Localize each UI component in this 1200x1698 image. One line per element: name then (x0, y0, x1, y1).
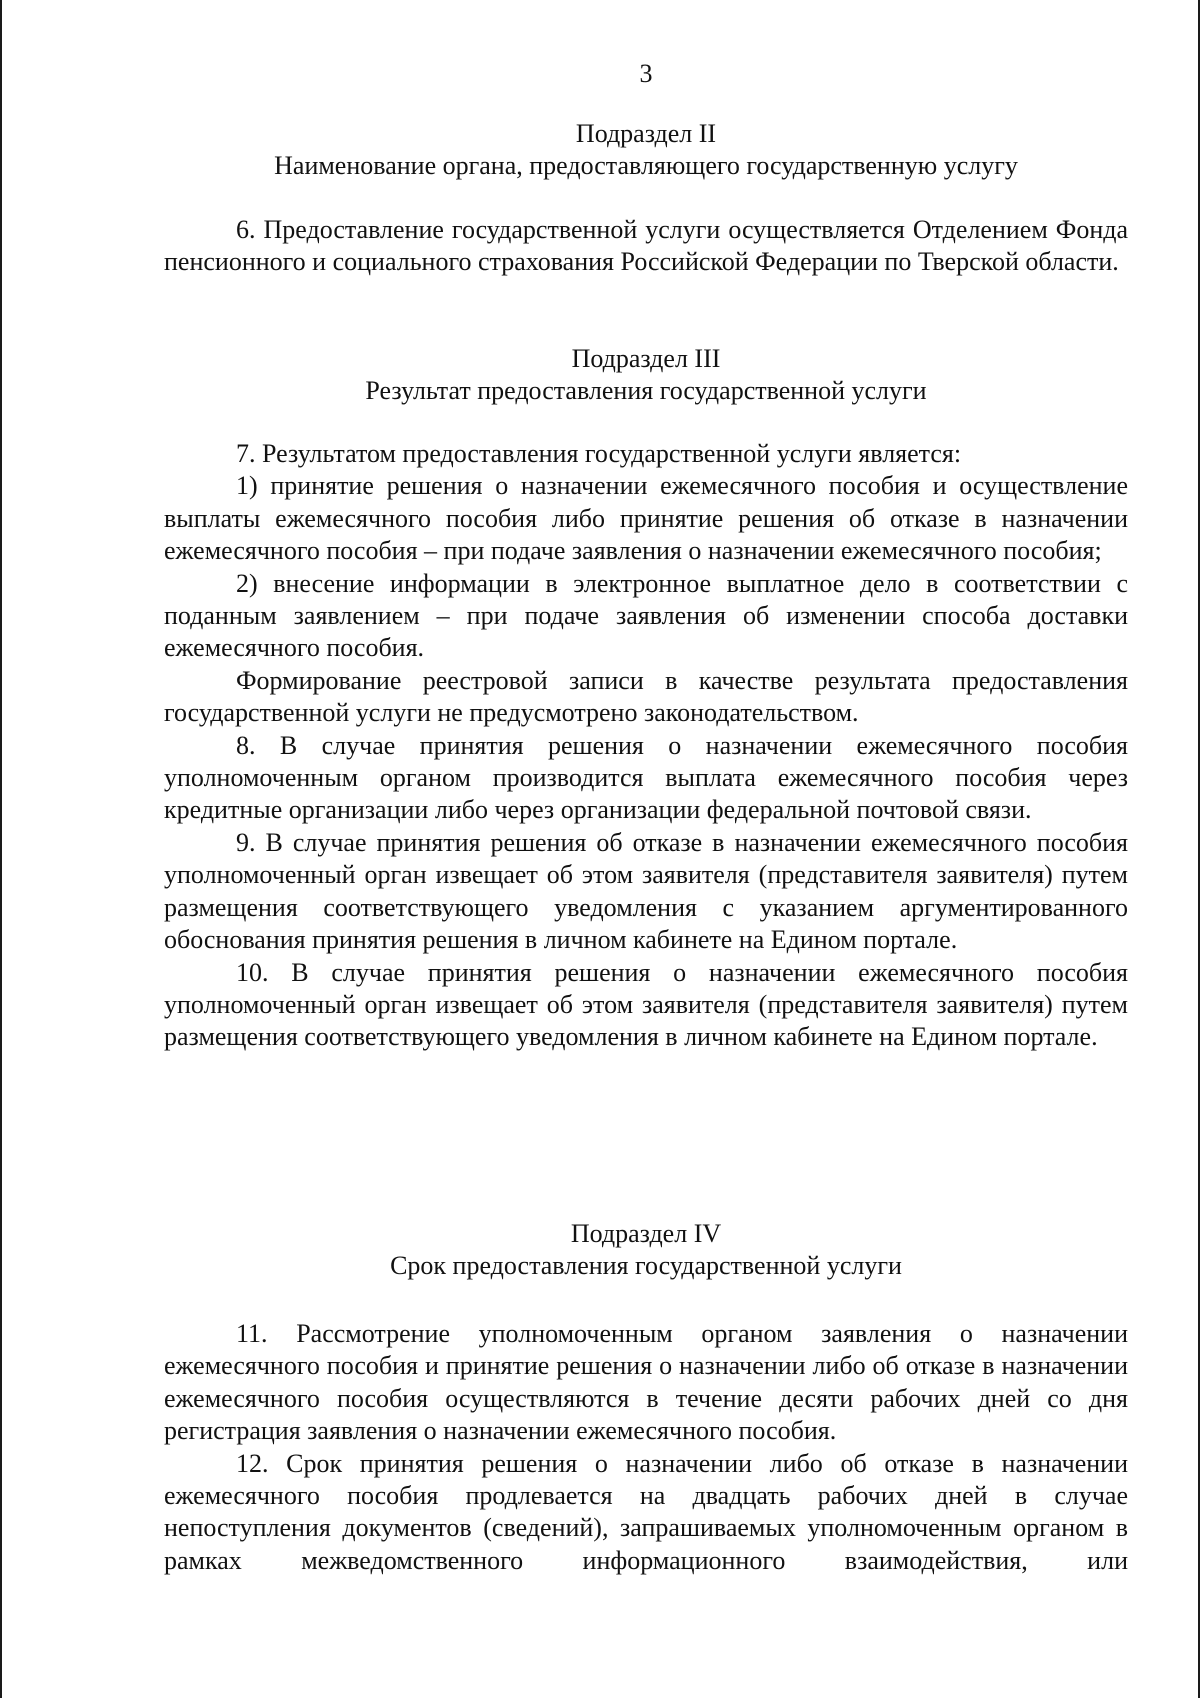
section-subheading: Результат предоставления государственной услуги (365, 376, 927, 405)
section-body (164, 1318, 1128, 1577)
paragraph: 7. Результатом предоставления государственной услуги является: (236, 439, 962, 468)
scan-edge-left (0, 0, 2, 1698)
paragraph: 10. В случае принятия решения о назначении ежемесячного пособия уполномоченный орган извещает об этом заявителя (представителя заявителя) путем размещения соответствующего уведомления в личном кабинете на Едином портале. (164, 957, 1128, 1052)
paragraph: 11. Рассмотрение уполномоченным органом заявления о назначении ежемесячного пособия и принятие решения о назначении либо об отказе в назначении ежемесячного пособия осуществляются в течение десяти рабочих дней со дня регистрация заявления о назначении ежемесячного пособия. (164, 1319, 1128, 1446)
section-heading: Подраздел III (571, 344, 721, 373)
paragraph: 12. Срок принятия решения о назначении либо об отказе в назначении ежемесячного пособия продлевается на двадцать рабочих дней в случае непоступления документов (сведений), запрашиваемых уполномоченным органом в рамках межведомственного информационного взаимодействия, или (164, 1448, 1128, 1575)
paragraph: 8. В случае принятия решения о назначении ежемесячного пособия уполномоченным органом производится выплата ежемесячного пособия через кредитные организации либо через организации федеральной почтовой связи. (164, 730, 1128, 825)
paragraph: 6. Предоставление государственной услуги осуществляется Отделением Фонда пенсионного и социального страхования Российской Федерации по Тверской области. (164, 215, 1128, 277)
section-body (164, 214, 1128, 279)
section-body (164, 438, 1128, 1054)
section-heading: Подраздел II (575, 119, 717, 148)
page-number: 3 (639, 59, 653, 88)
paragraph: 2) внесение информации в электронное выплатное дело в соответствии с поданным заявлением – при подаче заявления об изменении способа доставки ежемесячного пособия. (164, 568, 1128, 663)
section-heading: Подраздел IV (570, 1219, 722, 1248)
section-subheading: Наименование органа, предоставляющего государственную услугу (274, 151, 1018, 180)
paragraph: 9. В случае принятия решения об отказе в назначении ежемесячного пособия уполномоченный орган извещает об этом заявителя (представителя заявителя) путем размещения соответствующего уведомления с указанием аргументированного обоснования принятия решения в личном кабинете на Едином портале. (164, 827, 1128, 955)
section-subheading: Срок предоставления государственной услуги (390, 1251, 902, 1280)
paragraph: 1) принятие решения о назначении ежемесячного пособия и осуществление выплаты ежемесячного пособия либо принятие решения об отказе в назначении ежемесячного пособия – при подаче заявления о назначении ежемесячного пособия; (164, 471, 1128, 566)
paragraph: Формирование реестровой записи в качестве результата предоставления государственной услуги не предусмотрено законодательством. (164, 665, 1128, 728)
